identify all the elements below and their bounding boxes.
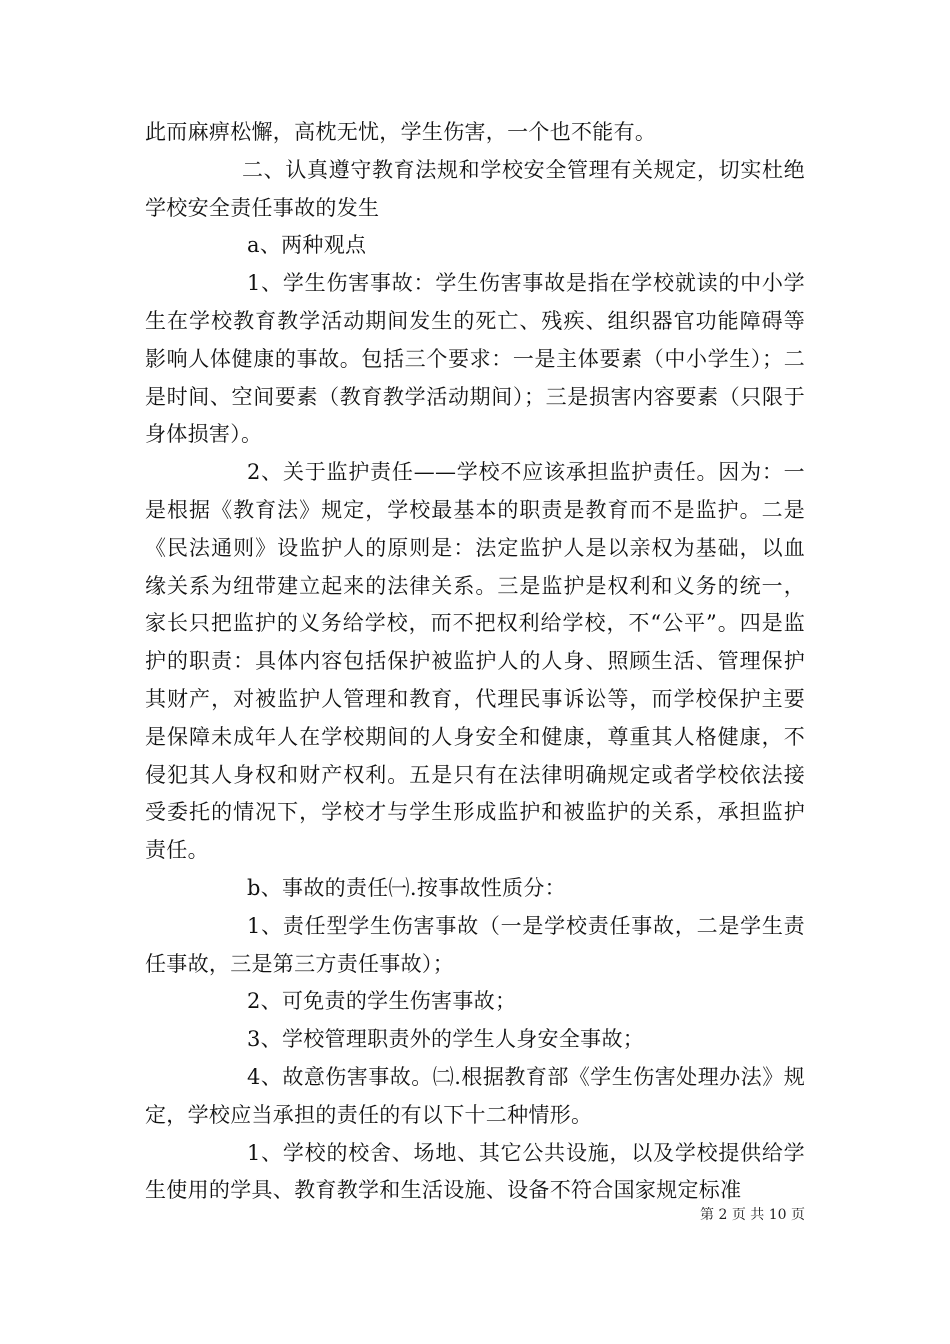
paragraph-continuation: 此而麻痹松懈，高枕无忧，学生伤害，一个也不能有。 <box>145 120 657 144</box>
paragraph-guardianship: 2、关于监护责任——学校不应该承担监护责任。因为：一是根据《教育法》规定，学校最基本的职责是教育而不是监护。二是《民法通则》设监护人的原则是：法定监护人是以亲权为基础，以血缘关系为纽带建立起来的法律关系。三是监护是权利和义务的统一，家长只把监护的义务给学校，而不把权利给学校，不“公平”。四是监护的职责：具体内容包括保护被监护人的人身、照顾生活、管理保护其财产，对被监护人管理和教育，代理民事诉讼等，而学校保护主要是保障未成年人在学校期间的人身安全和健康，尊重其人格健康，不侵犯其人身权和财产权利。五是只有在法律明确规定或者学校依法接受委托的情况下，学校才与学生形成监护和被监护的关系，承担监护责任。 <box>145 460 805 863</box>
list-item-school-facilities: 1、学校的校舍、场地、其它公共设施，以及学校提供给学生使用的学具、教育教学和生活设施、设备不符合国家规定标准 <box>145 1140 805 1203</box>
list-item-3: 3、学校管理职责外的学生人身安全事故； <box>247 1027 645 1052</box>
list-item-2: 2、可免责的学生伤害事故； <box>247 989 517 1014</box>
page-number: 第 2 页 共 10 页 <box>700 1207 805 1223</box>
document-body <box>145 114 805 1210</box>
list-item-1: 1、责任型学生伤害事故（一是学校责任事故，二是学生责任事故，三是第三方责任事故）； <box>145 913 805 976</box>
paragraph-student-injury: 1、学生伤害事故：学生伤害事故是指在学校就读的中小学生在学校教育教学活动期间发生的死亡、残疾、组织器官功能障碍等影响人体健康的事故。包括三个要求：一是主体要素（中小学生）；二是时间、空间要素（教育教学活动期间）；三是损害内容要素（只限于身体损害）。 <box>145 271 805 447</box>
subheading-b: b、事故的责任㈠.按事故性质分： <box>247 875 566 900</box>
subheading-a: a、两种观点 <box>247 233 367 258</box>
list-item-4: 4、故意伤害事故。㈡.根据教育部《学生伤害处理办法》规定，学校应当承担的责任的有以下十二种情形。 <box>145 1064 805 1127</box>
section-heading-two: 二、认真遵守教育法规和学校安全管理有关规定，切实杜绝学校安全责任事故的发生 <box>145 157 805 220</box>
